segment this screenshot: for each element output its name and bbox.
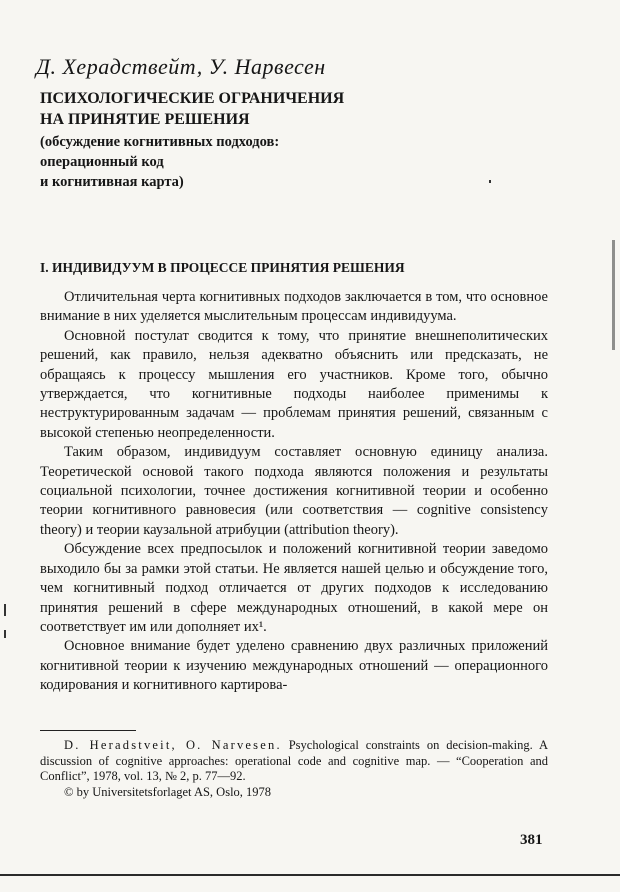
title-line: НА ПРИНЯТИЕ РЕШЕНИЯ — [40, 111, 250, 128]
scan-edge-mark — [612, 240, 615, 350]
article-subtitle — [40, 132, 360, 192]
scan-bottom-edge — [0, 874, 620, 876]
section-heading: I. ИНДИВИДУУМ В ПРОЦЕССЕ ПРИНЯТИЯ РЕШЕНИЯ — [40, 260, 405, 275]
body-paragraph: Основное внимание будет уделено сравнению двух различных приложений когнитивной теории к изучению международных отношений — операционного кодирования и когнитивного картирова- — [40, 638, 548, 694]
body-paragraph: Основной постулат сводится к тому, что принятие внешнеполитических решений, как правило, нельзя адекватно объяснить или предсказать, не обращаясь к процессу мышления его участников. Кроме того, обычно утверждается, что когнитивные подходы наиболее применимы к неструктурированным задачам — проблемам принятия решений, связанным с высокой степенью неопределенности. — [40, 327, 548, 441]
footnote-citation-text: Psychological constraints on decision-making. A discussion of cognitive approaches: operational code and cognitive map. — “Cooperation and Conflict”, 1978, vol. 13, № 2, p. 77—92. — [40, 738, 548, 783]
footnote-authors: D. Heradstveit, O. Narvesen. — [64, 738, 282, 752]
subtitle-line: и когнитивная карта) — [40, 174, 184, 190]
body-paragraph: Отличительная черта когнитивных подходов заключается в том, что основное внимание в них уделяется мыслительным процессам индивидуума. — [40, 289, 548, 325]
footnote-divider — [40, 730, 136, 731]
subtitle-line: (обсуждение когнитивных подходов: — [40, 134, 280, 150]
body-text — [40, 288, 548, 696]
article-authors: Д. Херадствейт, У. Нарвесен — [36, 54, 326, 79]
copyright-notice: © by Universitetsforlaget AS, Oslo, 1978 — [64, 785, 272, 799]
page-number: 381 — [520, 832, 543, 848]
subtitle-line: операционный код — [40, 154, 164, 170]
body-paragraph: Таким образом, индивидуум составляет основную единицу анализа. Теоретической основой такого подхода являются положения и результаты социальной психологии, точнее достижения когнитивной теории и особенно теории когнитивного равновесия (или соответствия — cognitive consistency theory) и теории каузальной атрибуции (attribution theory). — [40, 444, 548, 538]
title-line: ПСИХОЛОГИЧЕСКИЕ ОГРАНИЧЕНИЯ — [40, 90, 345, 107]
body-paragraph: Обсуждение всех предпосылок и положений когнитивной теории заведомо выходило бы за рамки этой статьи. Не является нашей целью и обсуждение того, чем когнитивный подход отличается от других подходов к исследованию принятия решений в сфере международных отношений, в какой мере он соответствует им или дополняет их¹. — [40, 541, 548, 635]
footnote — [40, 738, 548, 785]
scan-speck — [4, 604, 6, 616]
article-title — [40, 88, 420, 130]
scan-speck — [4, 630, 6, 638]
footnote-citation — [40, 738, 548, 785]
scan-speck — [489, 180, 491, 183]
